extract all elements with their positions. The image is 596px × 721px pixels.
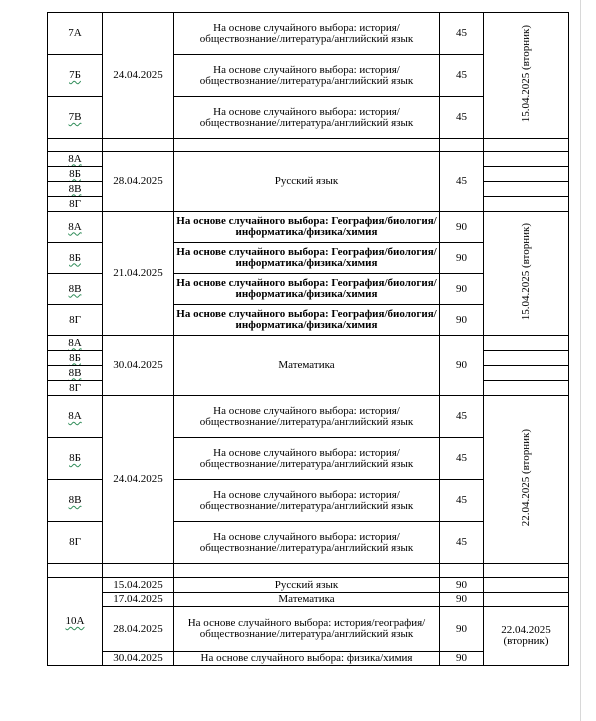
class-cell: 8Б [48,351,103,366]
date-cell: 24.04.2025 [103,13,174,139]
class-cell: 8Б [48,438,103,480]
retake-day: (вторник) [503,635,549,647]
date-cell: 28.04.2025 [103,152,174,212]
duration-cell: 45 [440,480,484,522]
subject-cell: Русский язык [174,578,440,593]
class-cell: 8В [48,274,103,305]
date-cell: 15.04.2025 [103,578,174,593]
duration-cell: 90 [440,243,484,274]
empty-cell [484,182,569,197]
empty-cell [484,593,569,607]
date-cell: 30.04.2025 [103,336,174,396]
retake-date-cell [484,212,569,336]
class-cell: 8Г [48,381,103,396]
duration-cell: 90 [440,607,484,652]
subject-cell: На основе случайного выбора: физика/химия [174,652,440,666]
duration-cell: 45 [440,97,484,139]
date-cell: 24.04.2025 [103,396,174,564]
class-cell: 8А [48,152,103,167]
empty-cell [484,167,569,182]
duration-cell: 45 [440,522,484,564]
subject-cell: На основе случайного выбора: история/обществознание/литература/английский язык [174,480,440,522]
date-cell: 28.04.2025 [103,607,174,652]
duration-cell: 90 [440,305,484,336]
class-cell: 8В [48,480,103,522]
class-cell: 7А [48,13,103,55]
empty-cell [484,578,569,593]
empty-cell [484,336,569,351]
duration-cell: 90 [440,274,484,305]
empty-cell [484,381,569,396]
duration-cell: 90 [440,336,484,396]
empty-cell [484,351,569,366]
empty-cell [484,152,569,167]
subject-cell: На основе случайного выбора: история/география/обществознание/литература/английский язык [174,607,440,652]
table-row [48,212,569,243]
class-cell: 8А [48,336,103,351]
date-cell: 17.04.2025 [103,593,174,607]
retake-date-label: 22.04.2025 (вторник) [519,429,532,527]
class-cell: 8А [48,212,103,243]
subject-cell: На основе случайного выбора: География/биология/информатика/физика/химия [174,243,440,274]
subject-cell: На основе случайного выбора: история/обществознание/литература/английский язык [174,522,440,564]
duration-cell: 90 [440,578,484,593]
subject-cell: На основе случайного выбора: история/обществознание/литература/английский язык [174,396,440,438]
table-row [48,13,569,55]
retake-date-cell [484,13,569,139]
table-row [48,336,569,351]
subject-cell: Русский язык [174,152,440,212]
class-cell: 10А [48,578,103,666]
subject-cell: Математика [174,336,440,396]
duration-cell: 45 [440,55,484,97]
table-row [48,396,569,438]
class-cell: 8В [48,182,103,197]
subject-cell: Математика [174,593,440,607]
subject-cell: На основе случайного выбора: история/обществознание/литература/английский язык [174,97,440,139]
table-row [48,607,569,652]
subject-cell: На основе случайного выбора: География/биология/информатика/физика/химия [174,305,440,336]
class-cell: 8Г [48,197,103,212]
class-cell: 8А [48,396,103,438]
empty-cell [484,197,569,212]
date-cell: 21.04.2025 [103,212,174,336]
class-cell: 8Г [48,522,103,564]
class-cell: 7В [48,97,103,139]
empty-cell [484,366,569,381]
subject-cell: На основе случайного выбора: история/обществознание/литература/английский язык [174,13,440,55]
class-cell: 8В [48,366,103,381]
duration-cell: 90 [440,593,484,607]
retake-date: 22.04.2025 [501,624,551,636]
class-cell: 7Б [48,55,103,97]
table-row [48,152,569,167]
table-row [48,593,569,607]
subject-cell: На основе случайного выбора: География/биология/информатика/физика/химия [174,274,440,305]
retake-date-cell [484,396,569,564]
page-edge [580,0,581,721]
subject-cell: На основе случайного выбора: история/обществознание/литература/английский язык [174,55,440,97]
class-cell: 8Б [48,167,103,182]
duration-cell: 45 [440,152,484,212]
retake-date-label: 15.04.2025 (вторник) [519,223,532,321]
subject-cell: На основе случайного выбора: история/обществознание/литература/английский язык [174,438,440,480]
duration-cell: 45 [440,396,484,438]
retake-date-cell [484,607,569,666]
retake-date-label: 15.04.2025 (вторник) [519,25,532,123]
class-cell: 8Б [48,243,103,274]
duration-cell: 45 [440,438,484,480]
table-row [48,578,569,593]
exam-schedule-table [47,12,569,666]
class-cell: 8Г [48,305,103,336]
subject-cell: На основе случайного выбора: География/биология/информатика/физика/химия [174,212,440,243]
duration-cell: 90 [440,212,484,243]
date-cell: 30.04.2025 [103,652,174,666]
duration-cell: 90 [440,652,484,666]
spacer-row [48,139,569,152]
duration-cell: 45 [440,13,484,55]
spacer-row [48,564,569,578]
